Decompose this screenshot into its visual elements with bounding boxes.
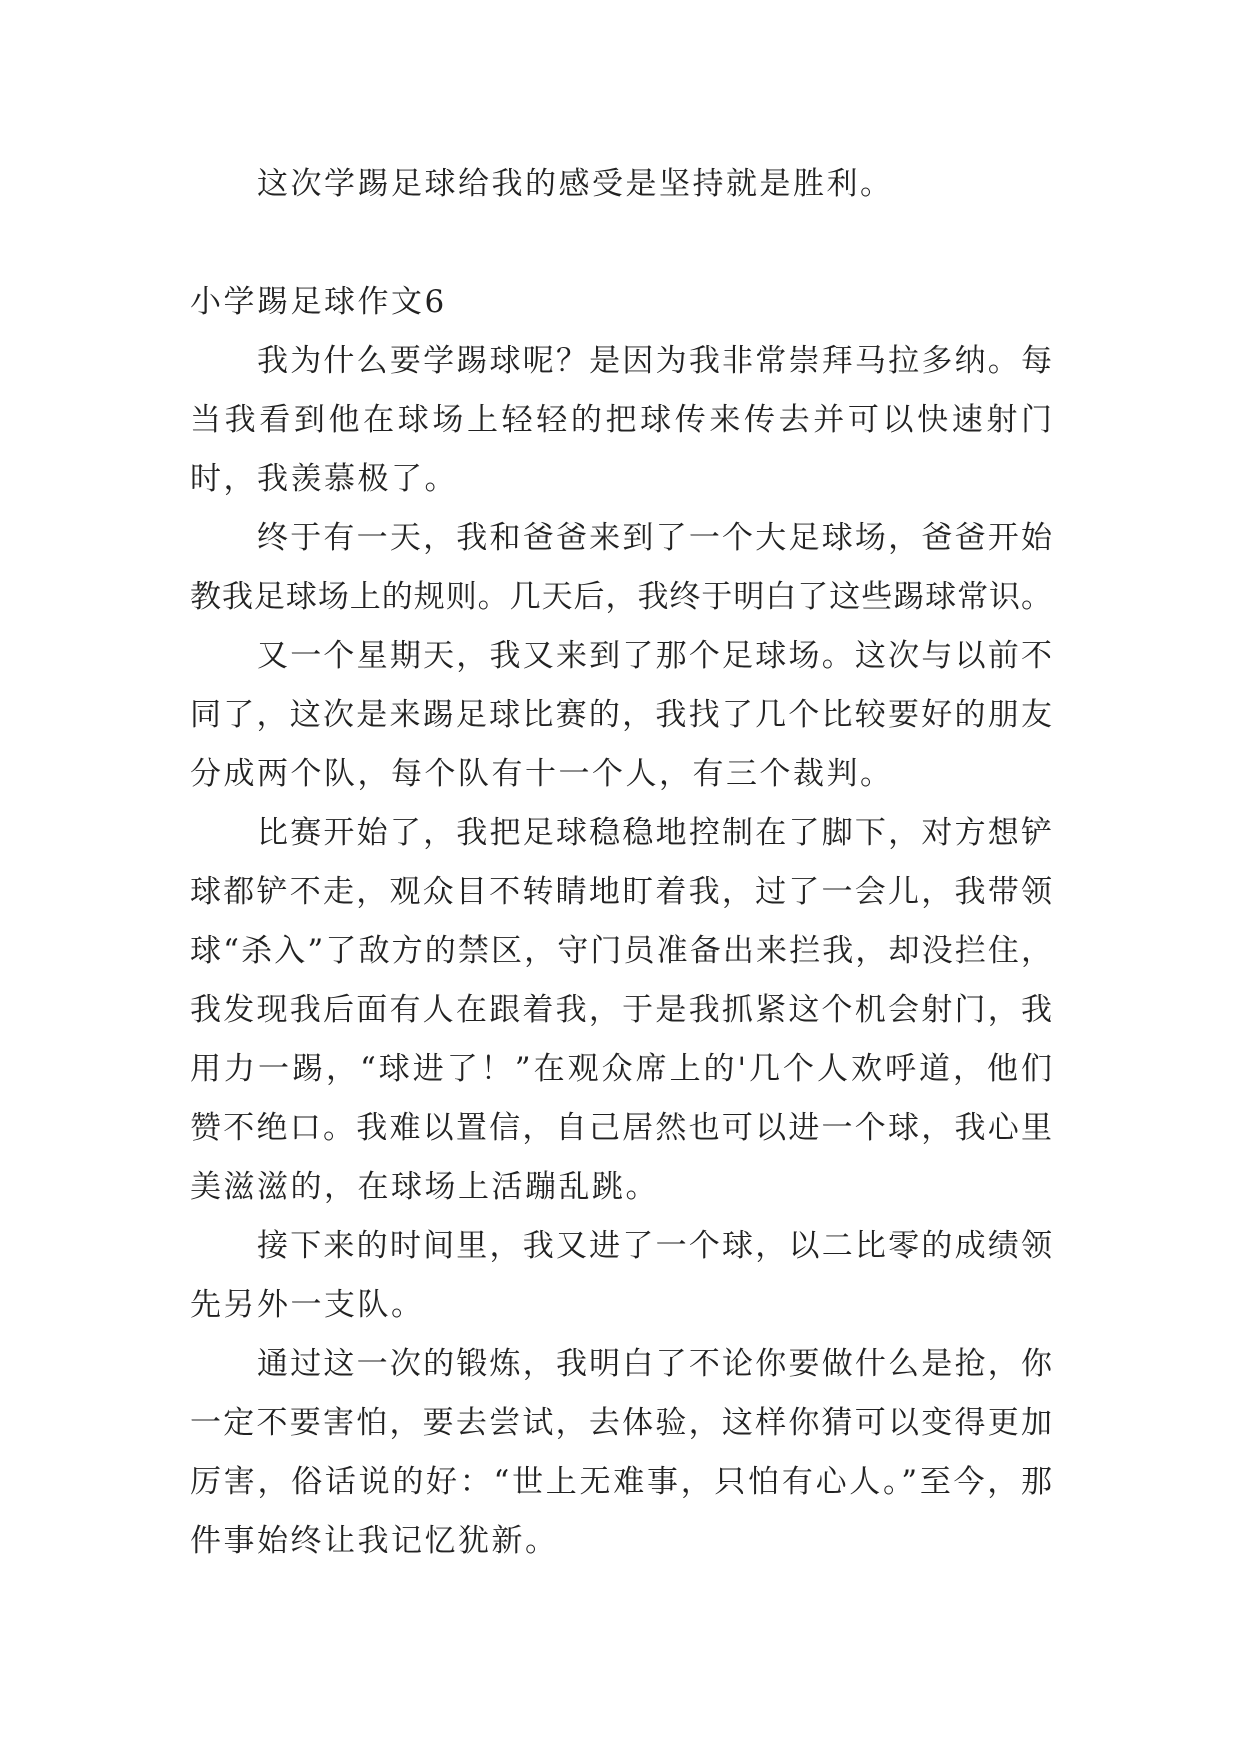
- blank-line: [190, 214, 1052, 273]
- text-line: 接下来的时间里，我又进了一个球，以二比零的成绩领: [257, 1228, 1052, 1264]
- text-line: 比赛开始了，我把足球稳稳地控制在了脚下，对方想铲: [257, 815, 1052, 851]
- paragraph: [190, 509, 1052, 627]
- text-line: 球“杀入”了敌方的禁区，守门员准备出来拦我，却没拦住，: [190, 933, 1052, 969]
- text-line: 通过这一次的锻炼，我明白了不论你要做什么是抢，你: [257, 1346, 1052, 1382]
- text-line: 我发现我后面有人在跟着我，于是我抓紧这个机会射门，我: [190, 992, 1052, 1028]
- text-line: 教我足球场上的规则。几天后，我终于明白了这些踢球常识。: [190, 579, 1052, 615]
- text-line: 先另外一支队。: [190, 1287, 425, 1323]
- paragraph: [190, 155, 1052, 214]
- paragraph: [190, 627, 1052, 804]
- text-line: 终于有一天，我和爸爸来到了一个大足球场，爸爸开始: [257, 520, 1052, 556]
- text-line: 又一个星期天，我又来到了那个足球场。这次与以前不: [257, 638, 1052, 674]
- text-line: 时，我羡慕极了。: [190, 461, 458, 497]
- document-body: [190, 155, 1052, 1571]
- essay-title: 小学踢足球作文6: [190, 284, 447, 320]
- paragraph: [190, 1217, 1052, 1335]
- paragraph: [190, 1335, 1052, 1571]
- text-line: 厉害，俗话说的好：“世上无难事，只怕有心人。”至今，那: [190, 1464, 1052, 1500]
- text-line: 我为什么要学踢球呢？是因为我非常崇拜马拉多纳。每: [257, 343, 1052, 379]
- paragraph: [190, 804, 1052, 1217]
- text-line: 件事始终让我记忆犹新。: [190, 1523, 559, 1559]
- text-line: 赞不绝口。我难以置信，自己居然也可以进一个球，我心里: [190, 1110, 1052, 1146]
- text-line: 球都铲不走，观众目不转睛地盯着我，过了一会儿，我带领: [190, 874, 1052, 910]
- text-line: 同了，这次是来踢足球比赛的，我找了几个比较要好的朋友: [190, 697, 1052, 733]
- text-line: 当我看到他在球场上轻轻的把球传来传去并可以快速射门: [190, 402, 1052, 438]
- text-line: 分成两个队，每个队有十一个人，有三个裁判。: [190, 756, 894, 792]
- text-line: 一定不要害怕，要去尝试，去体验，这样你猜可以变得更加: [190, 1405, 1052, 1441]
- paragraph: [190, 332, 1052, 509]
- text-line: 美滋滋的，在球场上活蹦乱跳。: [190, 1169, 659, 1205]
- text-line: 这次学踢足球给我的感受是坚持就是胜利。: [257, 166, 894, 202]
- text-line: 用力一踢，“球进了！”在观众席上的'几个人欢呼道，他们: [190, 1051, 1052, 1087]
